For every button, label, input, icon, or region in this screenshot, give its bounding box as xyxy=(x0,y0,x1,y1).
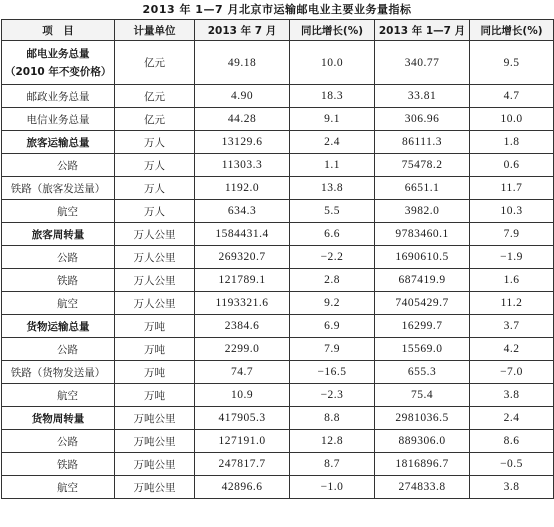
row-ytd-value: 1816896.7 xyxy=(375,453,470,476)
row-ytd-growth: 11.7 xyxy=(470,177,554,200)
row-july-value: 2384.6 xyxy=(195,315,290,338)
row-item-label: 公路 xyxy=(2,154,115,177)
row-july-value: 1192.0 xyxy=(195,177,290,200)
row-ytd-value: 33.81 xyxy=(375,85,470,108)
row-ytd-value: 15569.0 xyxy=(375,338,470,361)
row-item-label: 铁路（货物发送量） xyxy=(2,361,115,384)
row-july-value: 247817.7 xyxy=(195,453,290,476)
row-item-label: 邮政业务总量 xyxy=(2,85,115,108)
row-unit: 万吨公里 xyxy=(115,453,195,476)
row-ytd-value: 7405429.7 xyxy=(375,292,470,315)
row-unit: 万人公里 xyxy=(115,223,195,246)
row-july-growth: −2.2 xyxy=(290,246,375,269)
row-ytd-value: 2981036.5 xyxy=(375,407,470,430)
row-july-value: 634.3 xyxy=(195,200,290,223)
table-row xyxy=(2,338,554,361)
row-ytd-value: 75.4 xyxy=(375,384,470,407)
table-row xyxy=(2,200,554,223)
header-ytd: 2013 年 1—7 月 xyxy=(375,20,470,41)
header-july-growth: 同比增长(%) xyxy=(290,20,375,41)
row-item-label: 货物运输总量 xyxy=(2,315,115,338)
table-row xyxy=(2,292,554,315)
row-unit: 万人 xyxy=(115,177,195,200)
row-unit: 万人 xyxy=(115,200,195,223)
row-july-value: 49.18 xyxy=(195,41,290,85)
row-ytd-value: 889306.0 xyxy=(375,430,470,453)
row-item-label: 铁路（旅客发送量） xyxy=(2,177,115,200)
table-row xyxy=(2,131,554,154)
table-title: 2013 年 1—7 月北京市运输邮电业主要业务量指标 xyxy=(142,3,412,16)
row-ytd-growth: −0.5 xyxy=(470,453,554,476)
row-july-growth: −1.0 xyxy=(290,476,375,499)
row-ytd-growth: −7.0 xyxy=(470,361,554,384)
row-item-label: 电信业务总量 xyxy=(2,108,115,131)
row-ytd-growth: 11.2 xyxy=(470,292,554,315)
row-july-growth: 12.8 xyxy=(290,430,375,453)
row-ytd-growth: 7.9 xyxy=(470,223,554,246)
row-july-growth: 13.8 xyxy=(290,177,375,200)
table-row xyxy=(2,315,554,338)
row-ytd-value: 6651.1 xyxy=(375,177,470,200)
table-row xyxy=(2,384,554,407)
row-item-label-line2: （2010 年不变价格） xyxy=(5,65,112,78)
row-item-label-line1: 邮电业务总量 xyxy=(26,47,90,60)
row-ytd-growth: 1.6 xyxy=(470,269,554,292)
row-july-growth: 8.7 xyxy=(290,453,375,476)
statistics-table xyxy=(1,19,554,499)
row-july-growth: 18.3 xyxy=(290,85,375,108)
row-july-value: 2299.0 xyxy=(195,338,290,361)
row-july-growth: 10.0 xyxy=(290,41,375,85)
table-row xyxy=(2,246,554,269)
table-row xyxy=(2,430,554,453)
row-item-label xyxy=(2,41,115,85)
row-item-label: 航空 xyxy=(2,200,115,223)
table-row xyxy=(2,85,554,108)
row-july-growth: 2.8 xyxy=(290,269,375,292)
row-unit: 万吨公里 xyxy=(115,476,195,499)
row-ytd-growth: −1.9 xyxy=(470,246,554,269)
header-row xyxy=(2,20,554,41)
table-row xyxy=(2,41,554,85)
row-july-value: 417905.3 xyxy=(195,407,290,430)
row-ytd-growth: 4.2 xyxy=(470,338,554,361)
row-ytd-value: 16299.7 xyxy=(375,315,470,338)
row-ytd-growth: 3.8 xyxy=(470,476,554,499)
row-unit: 亿元 xyxy=(115,85,195,108)
row-july-growth: 5.5 xyxy=(290,200,375,223)
row-july-value: 121789.1 xyxy=(195,269,290,292)
row-ytd-value: 75478.2 xyxy=(375,154,470,177)
row-item-label: 铁路 xyxy=(2,453,115,476)
row-ytd-growth: 4.7 xyxy=(470,85,554,108)
row-ytd-value: 340.77 xyxy=(375,41,470,85)
row-unit: 万人 xyxy=(115,154,195,177)
row-ytd-growth: 2.4 xyxy=(470,407,554,430)
row-ytd-growth: 0.6 xyxy=(470,154,554,177)
row-item-label: 公路 xyxy=(2,430,115,453)
row-item-label: 航空 xyxy=(2,384,115,407)
row-july-value: 74.7 xyxy=(195,361,290,384)
row-july-growth: 8.8 xyxy=(290,407,375,430)
row-unit: 万吨 xyxy=(115,384,195,407)
row-ytd-value: 1690610.5 xyxy=(375,246,470,269)
row-item-label: 铁路 xyxy=(2,269,115,292)
row-unit: 万人 xyxy=(115,131,195,154)
row-ytd-value: 3982.0 xyxy=(375,200,470,223)
row-ytd-value: 86111.3 xyxy=(375,131,470,154)
row-july-growth: −16.5 xyxy=(290,361,375,384)
row-ytd-growth: 9.5 xyxy=(470,41,554,85)
header-item: 项 目 xyxy=(2,20,115,41)
row-july-growth: 6.6 xyxy=(290,223,375,246)
table-row xyxy=(2,476,554,499)
row-unit: 万人公里 xyxy=(115,246,195,269)
row-july-growth: 2.4 xyxy=(290,131,375,154)
row-ytd-value: 655.3 xyxy=(375,361,470,384)
table-row xyxy=(2,453,554,476)
row-ytd-growth: 1.8 xyxy=(470,131,554,154)
row-unit: 万吨 xyxy=(115,338,195,361)
row-item-label: 旅客运输总量 xyxy=(2,131,115,154)
row-ytd-growth: 3.7 xyxy=(470,315,554,338)
row-ytd-value: 9783460.1 xyxy=(375,223,470,246)
row-ytd-value: 687419.9 xyxy=(375,269,470,292)
header-unit: 计量单位 xyxy=(115,20,195,41)
row-ytd-value: 274833.8 xyxy=(375,476,470,499)
header-july: 2013 年 7 月 xyxy=(195,20,290,41)
row-ytd-growth: 10.3 xyxy=(470,200,554,223)
row-unit: 亿元 xyxy=(115,41,195,85)
row-ytd-growth: 3.8 xyxy=(470,384,554,407)
row-july-value: 11303.3 xyxy=(195,154,290,177)
row-july-value: 42896.6 xyxy=(195,476,290,499)
row-july-value: 13129.6 xyxy=(195,131,290,154)
row-unit: 万吨公里 xyxy=(115,430,195,453)
row-july-growth: 1.1 xyxy=(290,154,375,177)
row-july-value: 127191.0 xyxy=(195,430,290,453)
table-row xyxy=(2,177,554,200)
row-july-value: 1584431.4 xyxy=(195,223,290,246)
row-unit: 万吨 xyxy=(115,315,195,338)
table-row xyxy=(2,154,554,177)
row-july-value: 1193321.6 xyxy=(195,292,290,315)
table-row xyxy=(2,361,554,384)
row-unit: 亿元 xyxy=(115,108,195,131)
row-july-growth: 9.2 xyxy=(290,292,375,315)
row-unit: 万人公里 xyxy=(115,269,195,292)
table-row xyxy=(2,269,554,292)
row-ytd-growth: 10.0 xyxy=(470,108,554,131)
row-july-value: 44.28 xyxy=(195,108,290,131)
row-july-growth: 9.1 xyxy=(290,108,375,131)
row-item-label: 公路 xyxy=(2,246,115,269)
row-unit: 万人公里 xyxy=(115,292,195,315)
header-ytd-growth: 同比增长(%) xyxy=(470,20,554,41)
row-item-label: 航空 xyxy=(2,476,115,499)
row-july-growth: 6.9 xyxy=(290,315,375,338)
table-row xyxy=(2,407,554,430)
row-ytd-growth: 8.6 xyxy=(470,430,554,453)
table-row xyxy=(2,108,554,131)
row-july-value: 4.90 xyxy=(195,85,290,108)
row-item-label: 货物周转量 xyxy=(2,407,115,430)
row-july-value: 269320.7 xyxy=(195,246,290,269)
table-body xyxy=(2,41,554,499)
row-item-label: 航空 xyxy=(2,292,115,315)
row-july-value: 10.9 xyxy=(195,384,290,407)
table-row xyxy=(2,223,554,246)
row-unit: 万吨 xyxy=(115,361,195,384)
row-july-growth: −2.3 xyxy=(290,384,375,407)
row-item-label: 公路 xyxy=(2,338,115,361)
row-item-label: 旅客周转量 xyxy=(2,223,115,246)
row-july-growth: 7.9 xyxy=(290,338,375,361)
row-ytd-value: 306.96 xyxy=(375,108,470,131)
row-unit: 万吨公里 xyxy=(115,407,195,430)
